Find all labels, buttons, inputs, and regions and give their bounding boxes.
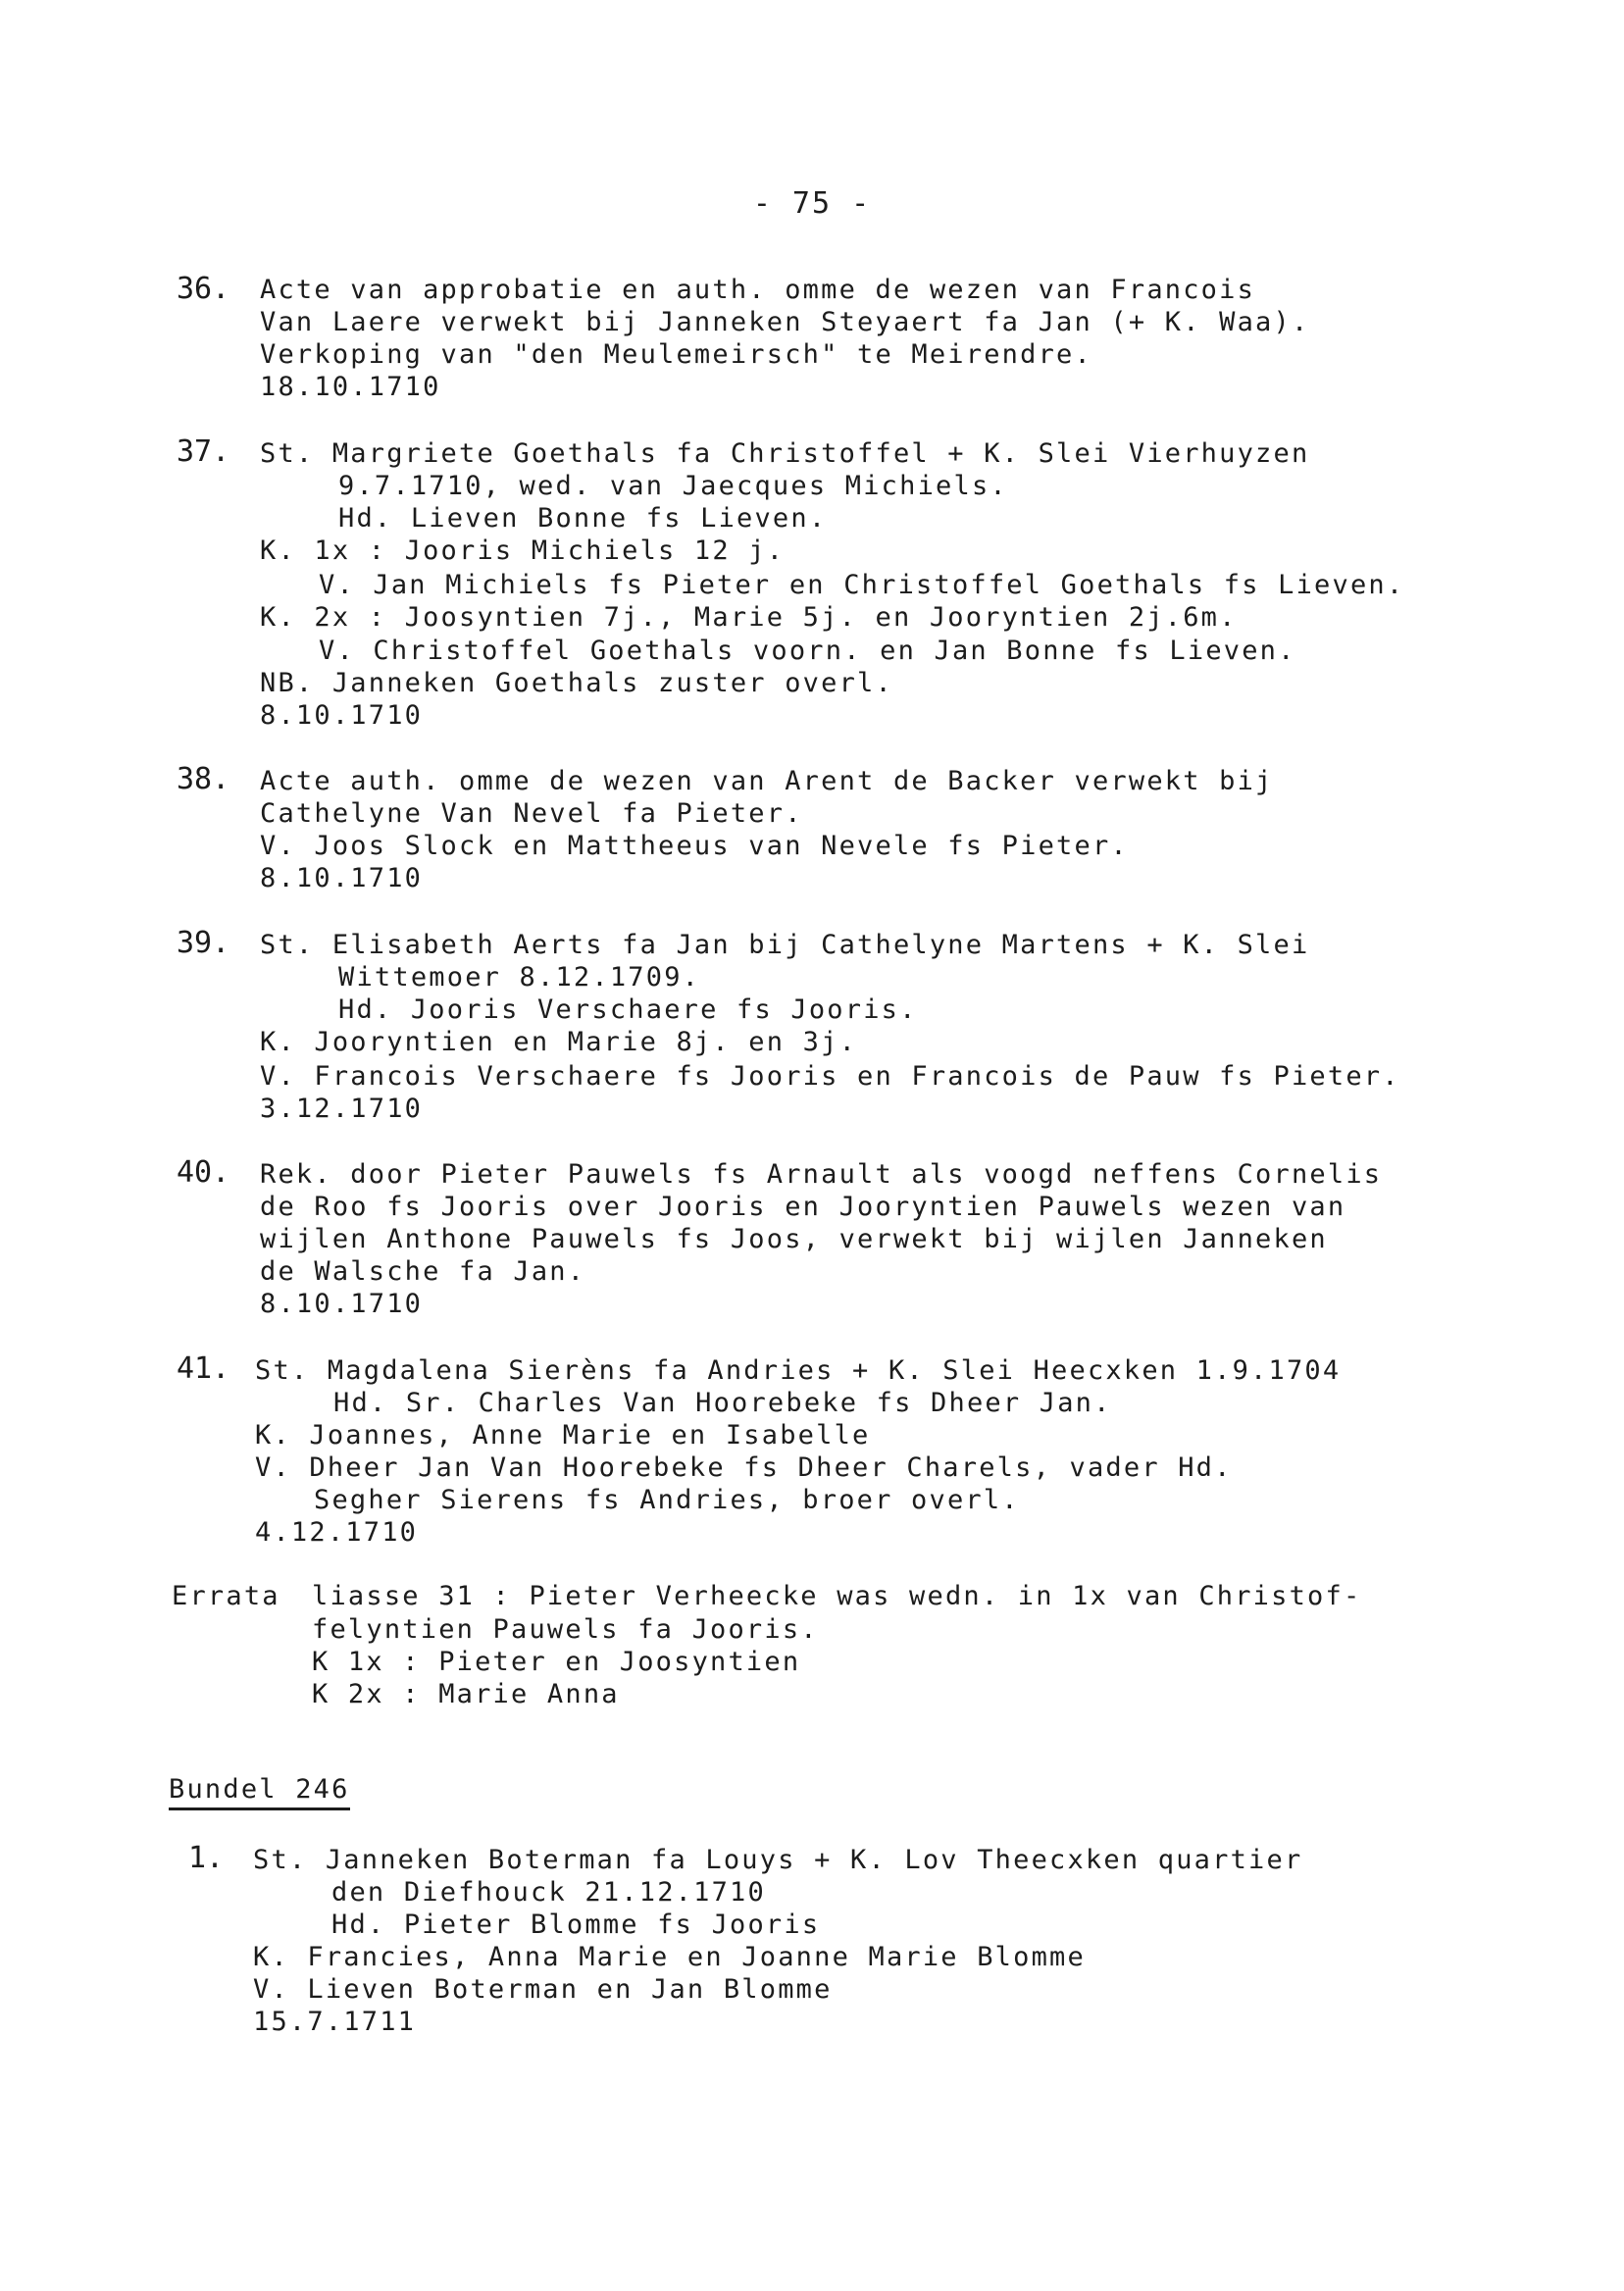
- entry-line: den Diefhouck 21.12.1710: [331, 1877, 766, 1908]
- entry-line: V. Joos Slock en Mattheeus van Nevele fs Pieter.: [260, 831, 1129, 861]
- entry-line: St. Magdalena Sierèns fa Andries + K. Slei Heecxken 1.9.1704: [255, 1355, 1342, 1386]
- entry-number: 37.: [177, 434, 230, 469]
- entry-line: K. Joannes, Anne Marie en Isabelle: [255, 1420, 871, 1451]
- entry-date: 4.12.1710: [255, 1517, 419, 1548]
- entry-line: K. 1x : Jooris Michiels 12 j.: [260, 535, 786, 566]
- entry-line: V. Christoffel Goethals voorn. en Jan Bonne fs Lieven.: [319, 636, 1296, 666]
- entry-line: K. 2x : Joosyntien 7j., Marie 5j. en Jooryntien 2j.6m.: [260, 602, 1238, 633]
- entry-line: St. Elisabeth Aerts fa Jan bij Cathelyne Martens + K. Slei: [260, 930, 1310, 960]
- entry-number: 39.: [177, 926, 230, 960]
- entry-number: 36.: [177, 272, 230, 306]
- entry-date: 15.7.1711: [253, 2007, 417, 2037]
- entry-line: Hd. Lieven Bonne fs Lieven.: [338, 503, 828, 534]
- entry-number: 1.: [188, 1841, 225, 1875]
- entry-line: Rek. door Pieter Pauwels fs Arnault als voogd neffens Cornelis: [260, 1159, 1383, 1190]
- entry-date: 8.10.1710: [260, 1289, 424, 1319]
- entry-line: Hd. Pieter Blomme fs Jooris: [331, 1909, 821, 1940]
- errata-line: liasse 31 : Pieter Verheecke was wedn. in 1x van Christof-: [312, 1581, 1362, 1611]
- entry-date: 18.10.1710: [260, 372, 441, 402]
- entry-line: Wittemoer 8.12.1709.: [338, 962, 701, 993]
- errata-line: felyntien Pauwels fa Jooris.: [312, 1614, 819, 1645]
- entry-line: K. Jooryntien en Marie 8j. en 3j.: [260, 1027, 858, 1057]
- entry-number: 38.: [177, 762, 230, 796]
- errata-line: K 1x : Pieter en Joosyntien: [312, 1647, 801, 1677]
- errata-line: K 2x : Marie Anna: [312, 1679, 620, 1709]
- entry-line: K. Francies, Anna Marie en Joanne Marie Blomme: [253, 1942, 1086, 1972]
- entry-date: 8.10.1710: [260, 700, 424, 731]
- entry-line: St. Janneken Boterman fa Louys + K. Lov Theecxken quartier: [253, 1845, 1303, 1875]
- page-number: - 75 -: [752, 186, 872, 221]
- entry-line: wijlen Anthone Pauwels fs Joos, verwekt bij wijlen Janneken: [260, 1224, 1328, 1254]
- entry-line: Verkoping van "den Meulemeirsch" te Meirendre.: [260, 339, 1092, 370]
- entry-line: NB. Janneken Goethals zuster overl.: [260, 668, 893, 698]
- entry-line: St. Margriete Goethals fa Christoffel + K. Slei Vierhuyzen: [260, 438, 1310, 469]
- entry-line: V. Francois Verschaere fs Jooris en Francois de Pauw fs Pieter.: [260, 1061, 1400, 1092]
- entry-number: 41.: [177, 1351, 230, 1386]
- entry-line: Cathelyne Van Nevel fa Pieter.: [260, 798, 803, 829]
- entry-line: V. Jan Michiels fs Pieter en Christoffel Goethals fs Lieven.: [319, 570, 1405, 600]
- entry-line: Hd. Jooris Verschaere fs Jooris.: [338, 994, 918, 1025]
- bundel-heading: Bundel 246: [169, 1773, 350, 1810]
- entry-line: de Walsche fa Jan.: [260, 1256, 586, 1287]
- entry-line: V. Dheer Jan Van Hoorebeke fs Dheer Charels, vader Hd.: [255, 1452, 1233, 1483]
- entry-line: de Roo fs Jooris over Jooris en Jooryntien Pauwels wezen van: [260, 1192, 1346, 1222]
- entry-line: Segher Sierens fs Andries, broer overl.: [314, 1485, 1020, 1515]
- entry-line: V. Lieven Boterman en Jan Blomme: [253, 1974, 833, 2005]
- entry-line: 9.7.1710, wed. van Jaecques Michiels.: [338, 471, 1008, 501]
- entry-number: 40.: [177, 1155, 230, 1190]
- entry-date: 8.10.1710: [260, 863, 424, 893]
- entry-date: 3.12.1710: [260, 1094, 424, 1124]
- entry-line: Acte auth. omme de wezen van Arent de Backer verwekt bij: [260, 766, 1274, 796]
- entry-line: Acte van approbatie en auth. omme de wezen van Francois: [260, 275, 1256, 305]
- entry-line: Hd. Sr. Charles Van Hoorebeke fs Dheer Jan.: [333, 1388, 1112, 1418]
- entry-line: Van Laere verwekt bij Janneken Steyaert fa Jan (+ K. Waa).: [260, 307, 1310, 337]
- errata-label: Errata: [172, 1581, 280, 1611]
